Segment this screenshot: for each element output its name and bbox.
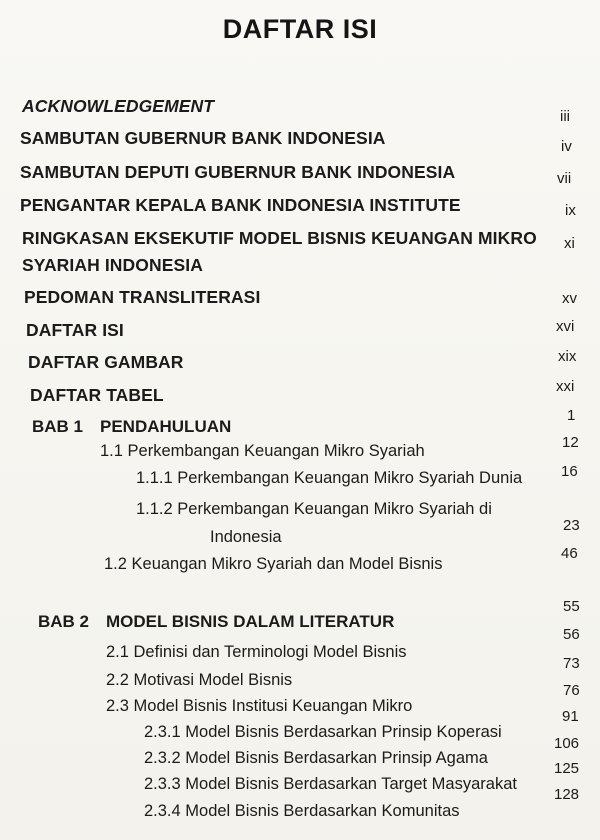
toc-entry-1-1: 1.1 Perkembangan Keuangan Mikro Syariah <box>100 442 425 460</box>
toc-entry-daftar-gambar: DAFTAR GAMBAR <box>28 352 184 372</box>
toc-page-acknowledgement: iii <box>560 108 570 125</box>
toc-page-daftar-isi: xvi <box>556 318 575 335</box>
toc-entry-pengantar: PENGANTAR KEPALA BANK INDONESIA INSTITUTE <box>20 195 461 215</box>
toc-entry-2-3-4: 2.3.4 Model Bisnis Berdasarkan Komunitas <box>144 802 460 820</box>
toc-entry-1-1-2-line1: 1.1.2 Perkembangan Keuangan Mikro Syariah di <box>136 500 492 518</box>
toc-page-sambutan-deputi: vii <box>557 170 572 187</box>
toc-page-pedoman: xv <box>562 290 577 307</box>
toc-page-2-3-1: 91 <box>562 708 579 725</box>
chapter-2-number: BAB 2 <box>38 612 90 631</box>
chapter-1-title: PENDAHULUAN <box>100 417 232 436</box>
toc-page-daftar-gambar: xix <box>558 348 577 365</box>
toc-page-1-1: 12 <box>562 434 579 451</box>
toc-entry-2-3-1: 2.3.1 Model Bisnis Berdasarkan Prinsip Koperasi <box>144 723 502 741</box>
toc-entry-2-3-3: 2.3.3 Model Bisnis Berdasarkan Target Masyarakat <box>144 775 517 793</box>
toc-page-1-1-2: 23 <box>563 517 580 534</box>
toc-entry-acknowledgement: ACKNOWLEDGEMENT <box>22 96 215 116</box>
chapter-1-number: BAB 1 <box>32 417 84 436</box>
toc-page-2-2: 73 <box>563 655 580 672</box>
toc-entry-sambutan-gubernur: SAMBUTAN GUBERNUR BANK INDONESIA <box>20 128 386 148</box>
toc-entry-ringkasan-line2: SYARIAH INDONESIA <box>22 255 203 275</box>
toc-entry-pedoman: PEDOMAN TRANSLITERASI <box>24 287 261 307</box>
chapter-2-title: MODEL BISNIS DALAM LITERATUR <box>106 612 395 631</box>
toc-page-2-3-3: 125 <box>554 760 580 777</box>
toc-page-1-2: 46 <box>561 545 578 562</box>
toc-page-2-1: 56 <box>563 626 580 643</box>
toc-page-ringkasan: xi <box>564 235 575 252</box>
page-title: DAFTAR ISI <box>222 14 378 44</box>
toc-entry-2-3-2: 2.3.2 Model Bisnis Berdasarkan Prinsip Agama <box>144 749 488 767</box>
chapter-2-page: 55 <box>563 598 580 615</box>
chapter-1-heading <box>32 417 231 437</box>
toc-entry-1-1-1: 1.1.1 Perkembangan Keuangan Mikro Syariah Dunia <box>136 469 523 487</box>
toc-page-sambutan-gubernur: iv <box>561 138 572 155</box>
toc-entry-2-3: 2.3 Model Bisnis Institusi Keuangan Mikro <box>106 697 413 715</box>
chapter-1-page: 1 <box>567 407 576 424</box>
toc-entry-ringkasan-line1: RINGKASAN EKSEKUTIF MODEL BISNIS KEUANGAN MIKRO <box>22 228 537 248</box>
toc-page-pengantar: ix <box>565 202 576 219</box>
toc-entry-daftar-isi: DAFTAR ISI <box>26 320 124 340</box>
toc-page-daftar-tabel: xxi <box>556 378 575 395</box>
toc-page-2-3-4: 128 <box>554 786 580 803</box>
toc-entry-daftar-tabel: DAFTAR TABEL <box>30 385 164 405</box>
toc-page-2-3-2: 106 <box>554 735 580 752</box>
toc-entry-1-2: 1.2 Keuangan Mikro Syariah dan Model Bisnis <box>104 555 443 573</box>
chapter-2-heading <box>38 612 394 632</box>
toc-entry-2-2: 2.2 Motivasi Model Bisnis <box>106 671 293 689</box>
toc-entry-2-1: 2.1 Definisi dan Terminologi Model Bisnis <box>106 643 407 661</box>
toc-page-2-3: 76 <box>563 682 580 699</box>
toc-page-1-1-1: 16 <box>561 463 578 480</box>
toc-entry-1-1-2-line2: Indonesia <box>210 528 282 546</box>
toc-entry-sambutan-deputi: SAMBUTAN DEPUTI GUBERNUR BANK INDONESIA <box>20 162 456 182</box>
